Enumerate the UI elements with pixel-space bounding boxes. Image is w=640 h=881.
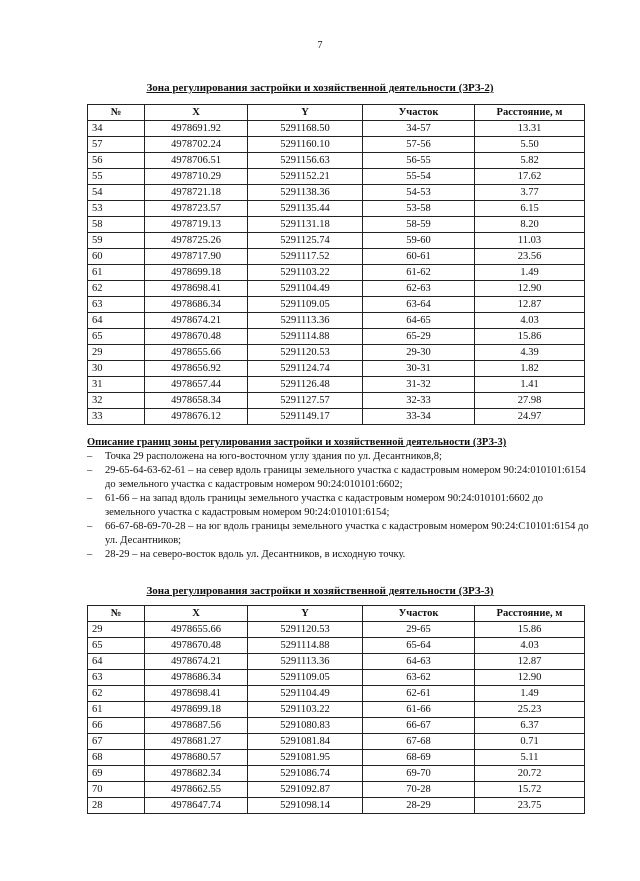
cell-distance: 27.98	[475, 393, 585, 409]
cell-segment: 63-62	[363, 670, 475, 686]
cell-x: 4978702.24	[145, 137, 248, 153]
cell-segment: 69-70	[363, 766, 475, 782]
cell-distance: 4.39	[475, 345, 585, 361]
header-y: Y	[248, 105, 363, 121]
header-x: X	[145, 105, 248, 121]
cell-distance: 1.41	[475, 377, 585, 393]
cell-distance: 8.20	[475, 217, 585, 233]
cell-x: 4978725.26	[145, 233, 248, 249]
cell-y: 5291104.49	[248, 686, 363, 702]
cell-number: 28	[88, 798, 145, 814]
cell-segment: 70-28	[363, 782, 475, 798]
cell-distance: 15.86	[475, 622, 585, 638]
cell-x: 4978719.13	[145, 217, 248, 233]
cell-number: 67	[88, 734, 145, 750]
cell-number: 63	[88, 297, 145, 313]
cell-number: 64	[88, 313, 145, 329]
cell-number: 61	[88, 702, 145, 718]
cell-number: 55	[88, 169, 145, 185]
table-row	[88, 622, 585, 638]
cell-distance: 23.56	[475, 249, 585, 265]
cell-number: 65	[88, 638, 145, 654]
cell-segment: 54-53	[363, 185, 475, 201]
cell-segment: 34-57	[363, 121, 475, 137]
cell-segment: 56-55	[363, 153, 475, 169]
cell-segment: 67-68	[363, 734, 475, 750]
cell-x: 4978698.41	[145, 281, 248, 297]
cell-x: 4978680.57	[145, 750, 248, 766]
cell-segment: 55-54	[363, 169, 475, 185]
cell-x: 4978674.21	[145, 654, 248, 670]
cell-number: 68	[88, 750, 145, 766]
cell-segment: 68-69	[363, 750, 475, 766]
cell-y: 5291131.18	[248, 217, 363, 233]
description-title: Описание границ зоны регулирования застройки и хозяйственной деятельности (ЗРЗ-3)	[87, 437, 507, 448]
dash-bullet: –	[87, 521, 93, 532]
cell-x: 4978723.57	[145, 201, 248, 217]
cell-y: 5291156.63	[248, 153, 363, 169]
cell-distance: 23.75	[475, 798, 585, 814]
description-text: 29-65-64-63-62-61 – на север вдоль границы земельного участка с кадастровым номером 90:24:010101:6154 до земельного участка с кадастровым номером 90:24:010101:6602;	[105, 465, 586, 490]
cell-number: 30	[88, 361, 145, 377]
cell-number: 32	[88, 393, 145, 409]
description-text: 66-67-68-69-70-28 – на юг вдоль границы земельного участка с кадастровым номером 90:24:С10101:6154 до ул. Десантников;	[105, 521, 589, 546]
cell-x: 4978658.34	[145, 393, 248, 409]
table-row	[88, 201, 585, 217]
cell-segment: 30-31	[363, 361, 475, 377]
table-row	[88, 750, 585, 766]
cell-x: 4978662.55	[145, 782, 248, 798]
cell-x: 4978699.18	[145, 702, 248, 718]
cell-distance: 11.03	[475, 233, 585, 249]
cell-segment: 64-63	[363, 654, 475, 670]
cell-x: 4978717.90	[145, 249, 248, 265]
cell-distance: 24.97	[475, 409, 585, 425]
cell-distance: 6.37	[475, 718, 585, 734]
cell-segment: 63-64	[363, 297, 475, 313]
table-row	[88, 265, 585, 281]
cell-x: 4978681.27	[145, 734, 248, 750]
cell-y: 5291114.88	[248, 329, 363, 345]
cell-segment: 57-56	[363, 137, 475, 153]
table-row	[88, 345, 585, 361]
cell-distance: 5.50	[475, 137, 585, 153]
table-row	[88, 638, 585, 654]
table-row	[88, 654, 585, 670]
cell-x: 4978699.18	[145, 265, 248, 281]
cell-distance: 5.82	[475, 153, 585, 169]
cell-distance: 6.15	[475, 201, 585, 217]
cell-distance: 1.82	[475, 361, 585, 377]
table-row	[88, 702, 585, 718]
cell-segment: 59-60	[363, 233, 475, 249]
table-header-row	[88, 606, 585, 622]
cell-number: 58	[88, 217, 145, 233]
cell-y: 5291149.17	[248, 409, 363, 425]
cell-distance: 15.72	[475, 782, 585, 798]
cell-x: 4978687.56	[145, 718, 248, 734]
table-row	[88, 217, 585, 233]
cell-y: 5291109.05	[248, 297, 363, 313]
dash-bullet: –	[87, 451, 93, 462]
table-row	[88, 782, 585, 798]
description-item	[87, 548, 592, 562]
cell-segment: 61-66	[363, 702, 475, 718]
cell-distance: 12.90	[475, 670, 585, 686]
cell-number: 31	[88, 377, 145, 393]
cell-x: 4978686.34	[145, 297, 248, 313]
cell-distance: 1.49	[475, 265, 585, 281]
cell-segment: 53-58	[363, 201, 475, 217]
table-row	[88, 137, 585, 153]
table-caption-zrz2: Зона регулирования застройки и хозяйственной деятельности (ЗРЗ-2)	[146, 82, 494, 94]
cell-distance: 1.49	[475, 686, 585, 702]
cell-number: 59	[88, 233, 145, 249]
header-distance: Расстояние, м	[475, 105, 585, 121]
cell-distance: 12.87	[475, 297, 585, 313]
table-row	[88, 169, 585, 185]
cell-number: 66	[88, 718, 145, 734]
coordinates-table-zrz3	[87, 605, 585, 814]
cell-distance: 4.03	[475, 313, 585, 329]
cell-segment: 62-61	[363, 686, 475, 702]
cell-number: 60	[88, 249, 145, 265]
table-row	[88, 361, 585, 377]
cell-x: 4978710.29	[145, 169, 248, 185]
cell-y: 5291138.36	[248, 185, 363, 201]
table-row	[88, 734, 585, 750]
table-caption-zrz3: Зона регулирования застройки и хозяйственной деятельности (ЗРЗ-3)	[146, 585, 494, 597]
page-number: 7	[317, 40, 323, 51]
table-row	[88, 686, 585, 702]
cell-y: 5291081.95	[248, 750, 363, 766]
description-item	[87, 492, 592, 520]
cell-x: 4978706.51	[145, 153, 248, 169]
cell-y: 5291080.83	[248, 718, 363, 734]
cell-y: 5291120.53	[248, 622, 363, 638]
description-text: 61-66 – на запад вдоль границы земельного участка с кадастровым номером 90:24:010101:6602 до земельного участка с кадастровым номером 90:24:010101:6154;	[105, 493, 544, 518]
description-text: Точка 29 расположена на юго-восточном углу здания по ул. Десантников,8;	[105, 451, 442, 462]
table-row	[88, 798, 585, 814]
cell-y: 5291086.74	[248, 766, 363, 782]
cell-x: 4978674.21	[145, 313, 248, 329]
cell-number: 29	[88, 345, 145, 361]
description-item	[87, 464, 592, 492]
cell-y: 5291114.88	[248, 638, 363, 654]
table-row	[88, 121, 585, 137]
cell-segment: 60-61	[363, 249, 475, 265]
cell-segment: 65-64	[363, 638, 475, 654]
cell-segment: 29-30	[363, 345, 475, 361]
cell-y: 5291092.87	[248, 782, 363, 798]
header-number: №	[88, 105, 145, 121]
cell-number: 54	[88, 185, 145, 201]
cell-segment: 29-65	[363, 622, 475, 638]
cell-number: 61	[88, 265, 145, 281]
table-row	[88, 393, 585, 409]
cell-y: 5291120.53	[248, 345, 363, 361]
cell-distance: 12.90	[475, 281, 585, 297]
cell-x: 4978691.92	[145, 121, 248, 137]
header-distance: Расстояние, м	[475, 606, 585, 622]
table-row	[88, 766, 585, 782]
cell-number: 53	[88, 201, 145, 217]
cell-y: 5291125.74	[248, 233, 363, 249]
table-row	[88, 297, 585, 313]
cell-number: 64	[88, 654, 145, 670]
table-row	[88, 233, 585, 249]
table-row	[88, 377, 585, 393]
header-segment: Участок	[363, 105, 475, 121]
cell-distance: 20.72	[475, 766, 585, 782]
cell-y: 5291104.49	[248, 281, 363, 297]
cell-y: 5291081.84	[248, 734, 363, 750]
cell-x: 4978698.41	[145, 686, 248, 702]
cell-y: 5291126.48	[248, 377, 363, 393]
cell-number: 62	[88, 281, 145, 297]
cell-x: 4978670.48	[145, 638, 248, 654]
cell-number: 57	[88, 137, 145, 153]
cell-distance: 13.31	[475, 121, 585, 137]
table-row	[88, 249, 585, 265]
description-text: 28-29 – на северо-восток вдоль ул. Десантников, в исходную точку.	[105, 549, 406, 560]
table-row	[88, 670, 585, 686]
table-row	[88, 718, 585, 734]
cell-number: 65	[88, 329, 145, 345]
cell-number: 56	[88, 153, 145, 169]
cell-distance: 0.71	[475, 734, 585, 750]
cell-segment: 32-33	[363, 393, 475, 409]
dash-bullet: –	[87, 465, 93, 476]
cell-y: 5291117.52	[248, 249, 363, 265]
cell-segment: 33-34	[363, 409, 475, 425]
cell-y: 5291152.21	[248, 169, 363, 185]
cell-x: 4978655.66	[145, 345, 248, 361]
cell-segment: 62-63	[363, 281, 475, 297]
description-list	[87, 450, 592, 562]
dash-bullet: –	[87, 493, 93, 504]
description-item	[87, 520, 592, 548]
header-segment: Участок	[363, 606, 475, 622]
cell-number: 63	[88, 670, 145, 686]
header-number: №	[88, 606, 145, 622]
cell-x: 4978647.74	[145, 798, 248, 814]
cell-x: 4978686.34	[145, 670, 248, 686]
cell-y: 5291098.14	[248, 798, 363, 814]
cell-segment: 66-67	[363, 718, 475, 734]
boundary-description	[87, 436, 592, 562]
coordinates-table-zrz2	[87, 104, 585, 425]
cell-number: 34	[88, 121, 145, 137]
cell-x: 4978657.44	[145, 377, 248, 393]
table-row	[88, 185, 585, 201]
cell-distance: 3.77	[475, 185, 585, 201]
cell-segment: 31-32	[363, 377, 475, 393]
cell-x: 4978656.92	[145, 361, 248, 377]
table-row	[88, 409, 585, 425]
cell-y: 5291103.22	[248, 265, 363, 281]
header-y: Y	[248, 606, 363, 622]
description-item	[87, 450, 592, 464]
cell-distance: 5.11	[475, 750, 585, 766]
cell-segment: 61-62	[363, 265, 475, 281]
cell-y: 5291113.36	[248, 654, 363, 670]
cell-y: 5291160.10	[248, 137, 363, 153]
cell-y: 5291168.50	[248, 121, 363, 137]
table-row	[88, 153, 585, 169]
cell-segment: 64-65	[363, 313, 475, 329]
cell-y: 5291135.44	[248, 201, 363, 217]
table-row	[88, 329, 585, 345]
cell-number: 29	[88, 622, 145, 638]
header-x: X	[145, 606, 248, 622]
cell-distance: 12.87	[475, 654, 585, 670]
cell-y: 5291113.36	[248, 313, 363, 329]
cell-distance: 15.86	[475, 329, 585, 345]
cell-x: 4978676.12	[145, 409, 248, 425]
cell-number: 70	[88, 782, 145, 798]
cell-segment: 65-29	[363, 329, 475, 345]
cell-x: 4978721.18	[145, 185, 248, 201]
table-row	[88, 313, 585, 329]
cell-number: 33	[88, 409, 145, 425]
cell-distance: 25.23	[475, 702, 585, 718]
cell-x: 4978655.66	[145, 622, 248, 638]
cell-x: 4978670.48	[145, 329, 248, 345]
cell-x: 4978682.34	[145, 766, 248, 782]
cell-segment: 58-59	[363, 217, 475, 233]
cell-number: 62	[88, 686, 145, 702]
cell-y: 5291109.05	[248, 670, 363, 686]
cell-y: 5291103.22	[248, 702, 363, 718]
table-header-row	[88, 105, 585, 121]
table-row	[88, 281, 585, 297]
dash-bullet: –	[87, 549, 93, 560]
cell-segment: 28-29	[363, 798, 475, 814]
cell-number: 69	[88, 766, 145, 782]
cell-distance: 17.62	[475, 169, 585, 185]
cell-y: 5291127.57	[248, 393, 363, 409]
cell-y: 5291124.74	[248, 361, 363, 377]
cell-distance: 4.03	[475, 638, 585, 654]
